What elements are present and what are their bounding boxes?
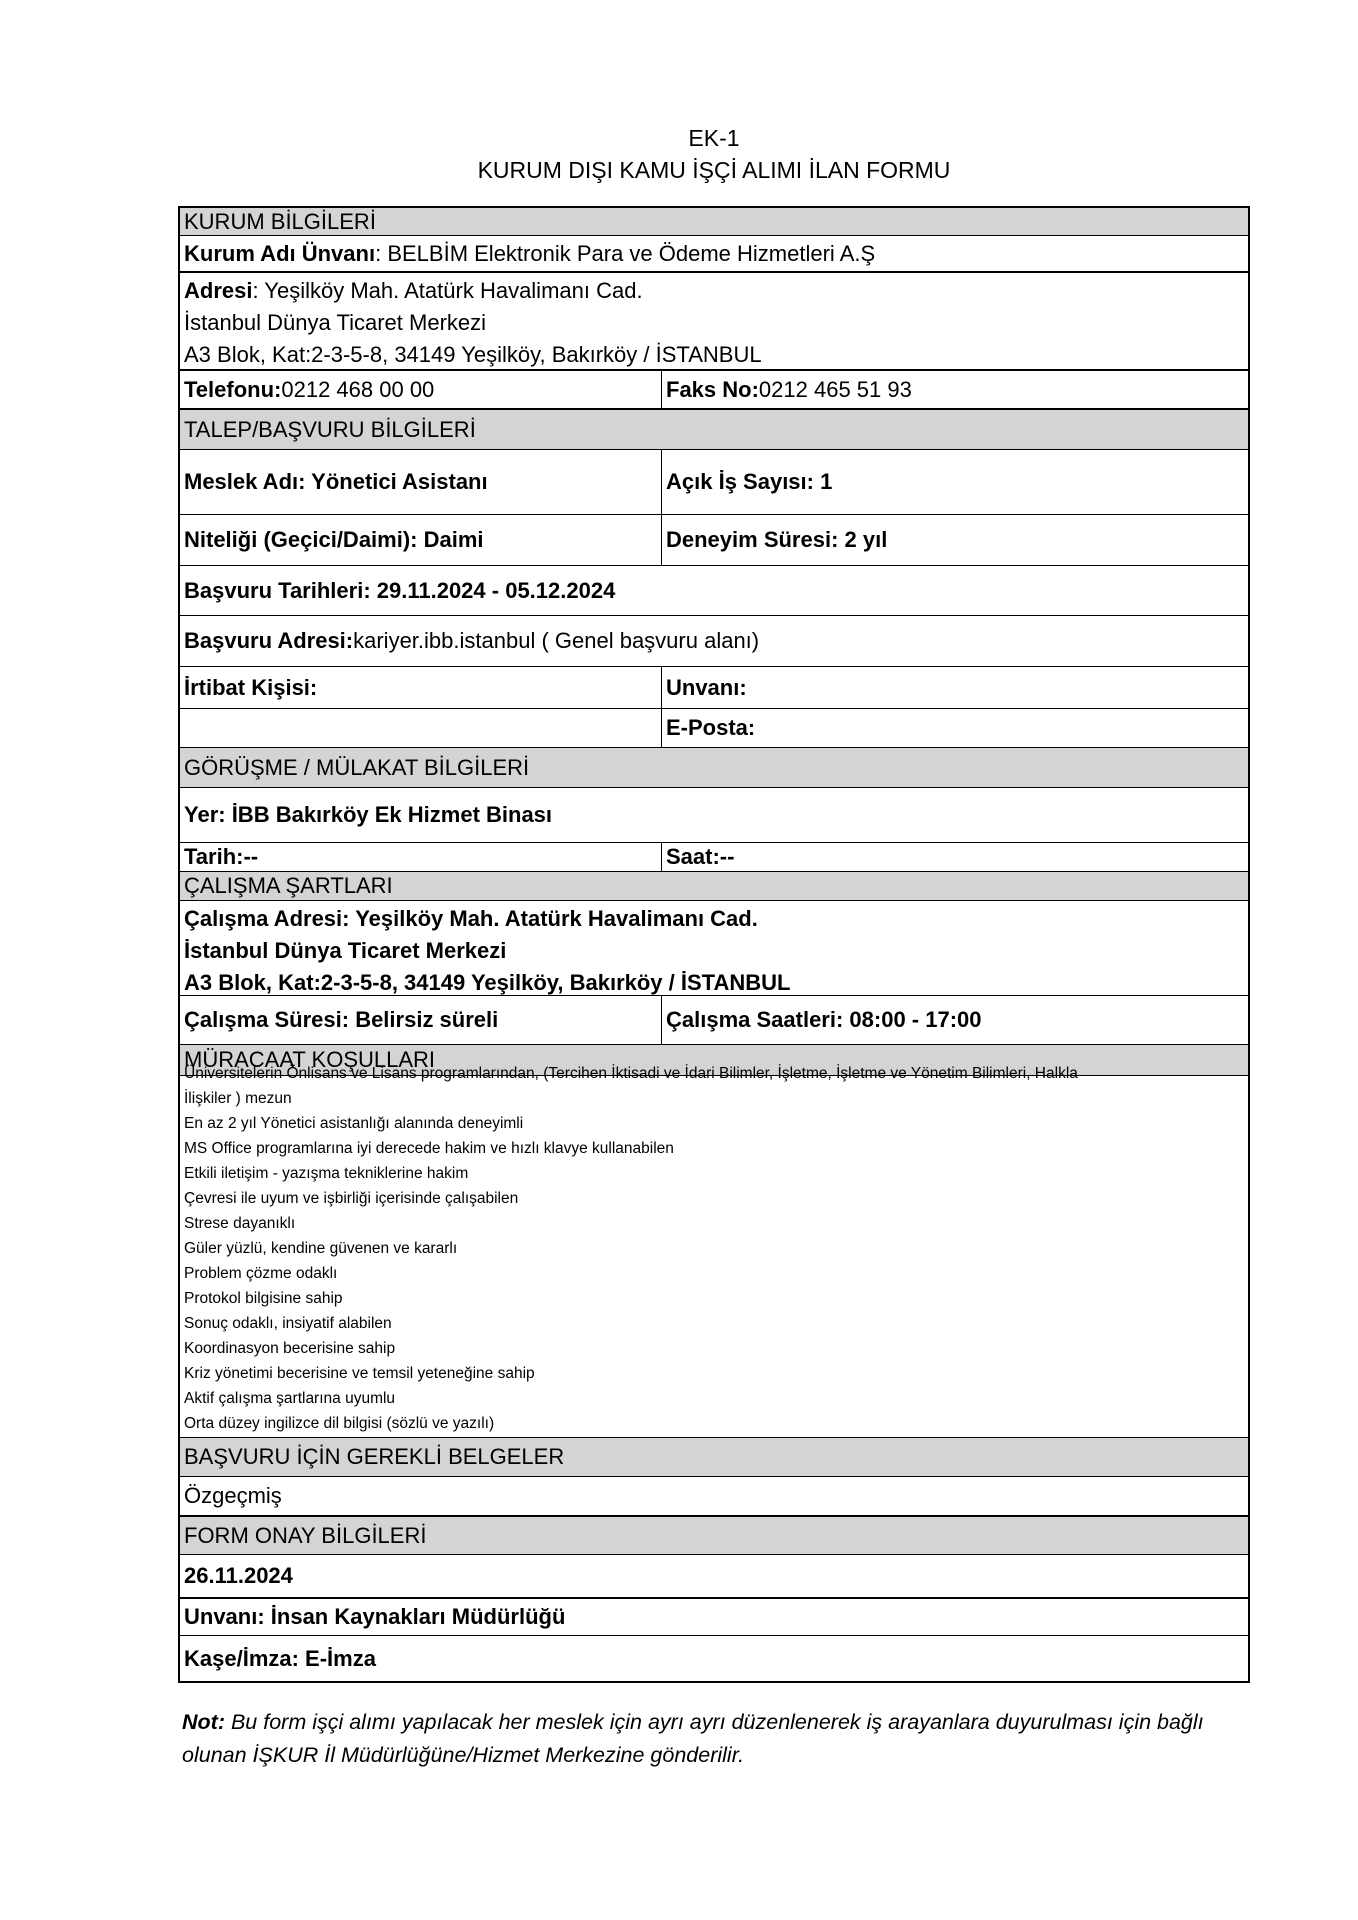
list-item: Etkili iletişim - yazışma tekniklerine hakim (184, 1165, 469, 1182)
work-duration: Çalışma Süresi: Belirsiz süreli (180, 996, 662, 1044)
requirements-list (180, 1065, 1248, 1437)
address-label: Adresi (184, 278, 253, 303)
list-item: Güler yüzlü, kendine güvenen ve kararlı (184, 1240, 458, 1257)
list-item: Orta düzey ingilizce dil bilgisi (sözlü ve yazılı) (184, 1415, 495, 1432)
approval-date-row (180, 1555, 1248, 1599)
requirements-row (180, 1065, 1248, 1438)
work-terms-row (180, 996, 1248, 1045)
work-address-row (180, 901, 1248, 996)
list-item: En az 2 yıl Yönetici asistanlığı alanında deneyimli (184, 1115, 524, 1132)
work-address-line-2: İstanbul Dünya Ticaret Merkezi (184, 938, 507, 963)
interview-location: Yer: İBB Bakırköy Ek Hizmet Binası (184, 802, 553, 827)
approval-title-row (180, 1599, 1248, 1636)
work-address-line-1: Çalışma Adresi: Yeşilköy Mah. Atatürk Havalimanı Cad. (184, 906, 758, 931)
qualification-row (180, 515, 1248, 566)
institution-name-row (180, 236, 1248, 273)
section-header-talep: TALEP/BAŞVURU BİLGİLERİ (180, 410, 1248, 450)
list-item: Protokol bilgisine sahip (184, 1290, 343, 1307)
list-item: MS Office programlarına iyi derecede hakim ve hızlı klavye kullanabilen (184, 1140, 674, 1157)
approval-title: Unvanı: İnsan Kaynakları Müdürlüğü (184, 1604, 566, 1629)
application-dates-row (180, 566, 1248, 616)
open-positions: Açık İş Sayısı: 1 (666, 469, 833, 494)
application-dates: Başvuru Tarihleri: 29.11.2024 - 05.12.2024 (184, 577, 616, 603)
list-item: Sonuç odaklı, insiyatif alabilen (184, 1315, 392, 1332)
contact-email: E-Posta: (666, 715, 756, 740)
address-line-3: A3 Blok, Kat:2-3-5-8, 34149 Yeşilköy, Bakırköy / İSTANBUL (184, 342, 762, 367)
interview-location-row (180, 788, 1248, 843)
address-row (180, 273, 1248, 371)
list-item: Aktif çalışma şartlarına uyumlu (184, 1390, 396, 1407)
list-item: Üniversitelerin Önlisans ve Lisans programlarından, (Tercihen İktisadi ve İdari Bilimler, İşletme, İşletme ve Yönetim Bilimleri, Halkla (184, 1065, 1078, 1082)
phone-label: Telefonu: (184, 376, 282, 402)
list-item: İlişkiler ) mezun (184, 1090, 292, 1107)
section-header-calisma: ÇALIŞMA ŞARTLARI (180, 872, 1248, 901)
work-address-line-3: A3 Blok, Kat:2-3-5-8, 34149 Yeşilköy, Bakırköy / İSTANBUL (184, 970, 791, 995)
interview-date: Tarih:-- (180, 843, 662, 871)
document-label: EK-1 (688, 125, 740, 151)
signature-row (180, 1636, 1248, 1681)
contact-row (180, 667, 1248, 709)
section-header-belgeler: BAŞVURU İÇİN GEREKLİ BELGELER (180, 1438, 1248, 1477)
address-line-1: : Yeşilköy Mah. Atatürk Havalimanı Cad. (252, 278, 643, 303)
application-address-value: kariyer.ibb.istanbul ( Genel başvuru alanı) (353, 628, 760, 653)
interview-time: Saat:-- (666, 844, 735, 869)
application-address-row (180, 616, 1248, 667)
institution-name-label: Kurum Adı Ünvanı (184, 240, 376, 266)
section-header-gorusme: GÖRÜŞME / MÜLAKAT BİLGİLERİ (180, 748, 1248, 788)
experience-duration: Deneyim Süresi: 2 yıl (666, 527, 888, 552)
section-header-muracaat: MÜRACAAT KOŞULLARI (180, 1045, 1248, 1076)
occupation-name: Meslek Adı: Yönetici Asistanı (180, 450, 662, 514)
list-item: Koordinasyon becerisine sahip (184, 1340, 396, 1357)
employment-type: Niteliği (Geçici/Daimi): Daimi (180, 515, 662, 565)
document-title: KURUM DIŞI KAMU İŞÇİ ALIMI İLAN FORMU (477, 157, 951, 183)
contact-person: İrtibat Kişisi: (180, 667, 662, 708)
footer-note (182, 1706, 1262, 1772)
interview-datetime-row (180, 843, 1248, 872)
address-line-2: İstanbul Dünya Ticaret Merkezi (184, 310, 487, 335)
phone-value: 0212 468 00 00 (281, 376, 435, 402)
required-document: Özgeçmiş (184, 1483, 282, 1508)
list-item: Çevresi ile uyum ve işbirliği içerisinde çalışabilen (184, 1190, 519, 1207)
section-header-onay: FORM ONAY BİLGİLERİ (180, 1517, 1248, 1555)
note-text: Bu form işçi alımı yapılacak her meslek için ayrı ayrı düzenlenerek iş arayanlara duyurulması için bağlı olunan İŞKUR İl Müdürlüğüne/Hizmet Merkezine gönderilir. (182, 1710, 1204, 1767)
list-item: Problem çözme odaklı (184, 1265, 338, 1282)
fax-label: Faks No: (666, 376, 759, 402)
institution-name-value: : BELBİM Elektronik Para ve Ödeme Hizmetleri A.Ş (375, 240, 876, 266)
application-address-label: Başvuru Adresi: (184, 628, 354, 653)
list-item: Kriz yönetimi becerisine ve temsil yeteneğine sahip (184, 1365, 535, 1382)
section-header-kurum: KURUM BİLGİLERİ (180, 208, 1248, 236)
email-row (180, 709, 1248, 748)
fax-value: 0212 465 51 93 (758, 376, 912, 402)
documents-row (180, 1477, 1248, 1517)
approval-date: 26.11.2024 (184, 1563, 293, 1588)
occupation-row (180, 450, 1248, 515)
job-posting-form (178, 206, 1250, 1683)
phone-fax-row (180, 371, 1248, 410)
note-label: Not: (182, 1710, 225, 1734)
signature-field: Kaşe/İmza: E-İmza (184, 1645, 376, 1671)
contact-title: Unvanı: (666, 674, 747, 700)
work-hours: Çalışma Saatleri: 08:00 - 17:00 (666, 1007, 982, 1032)
list-item: Strese dayanıklı (184, 1215, 296, 1232)
